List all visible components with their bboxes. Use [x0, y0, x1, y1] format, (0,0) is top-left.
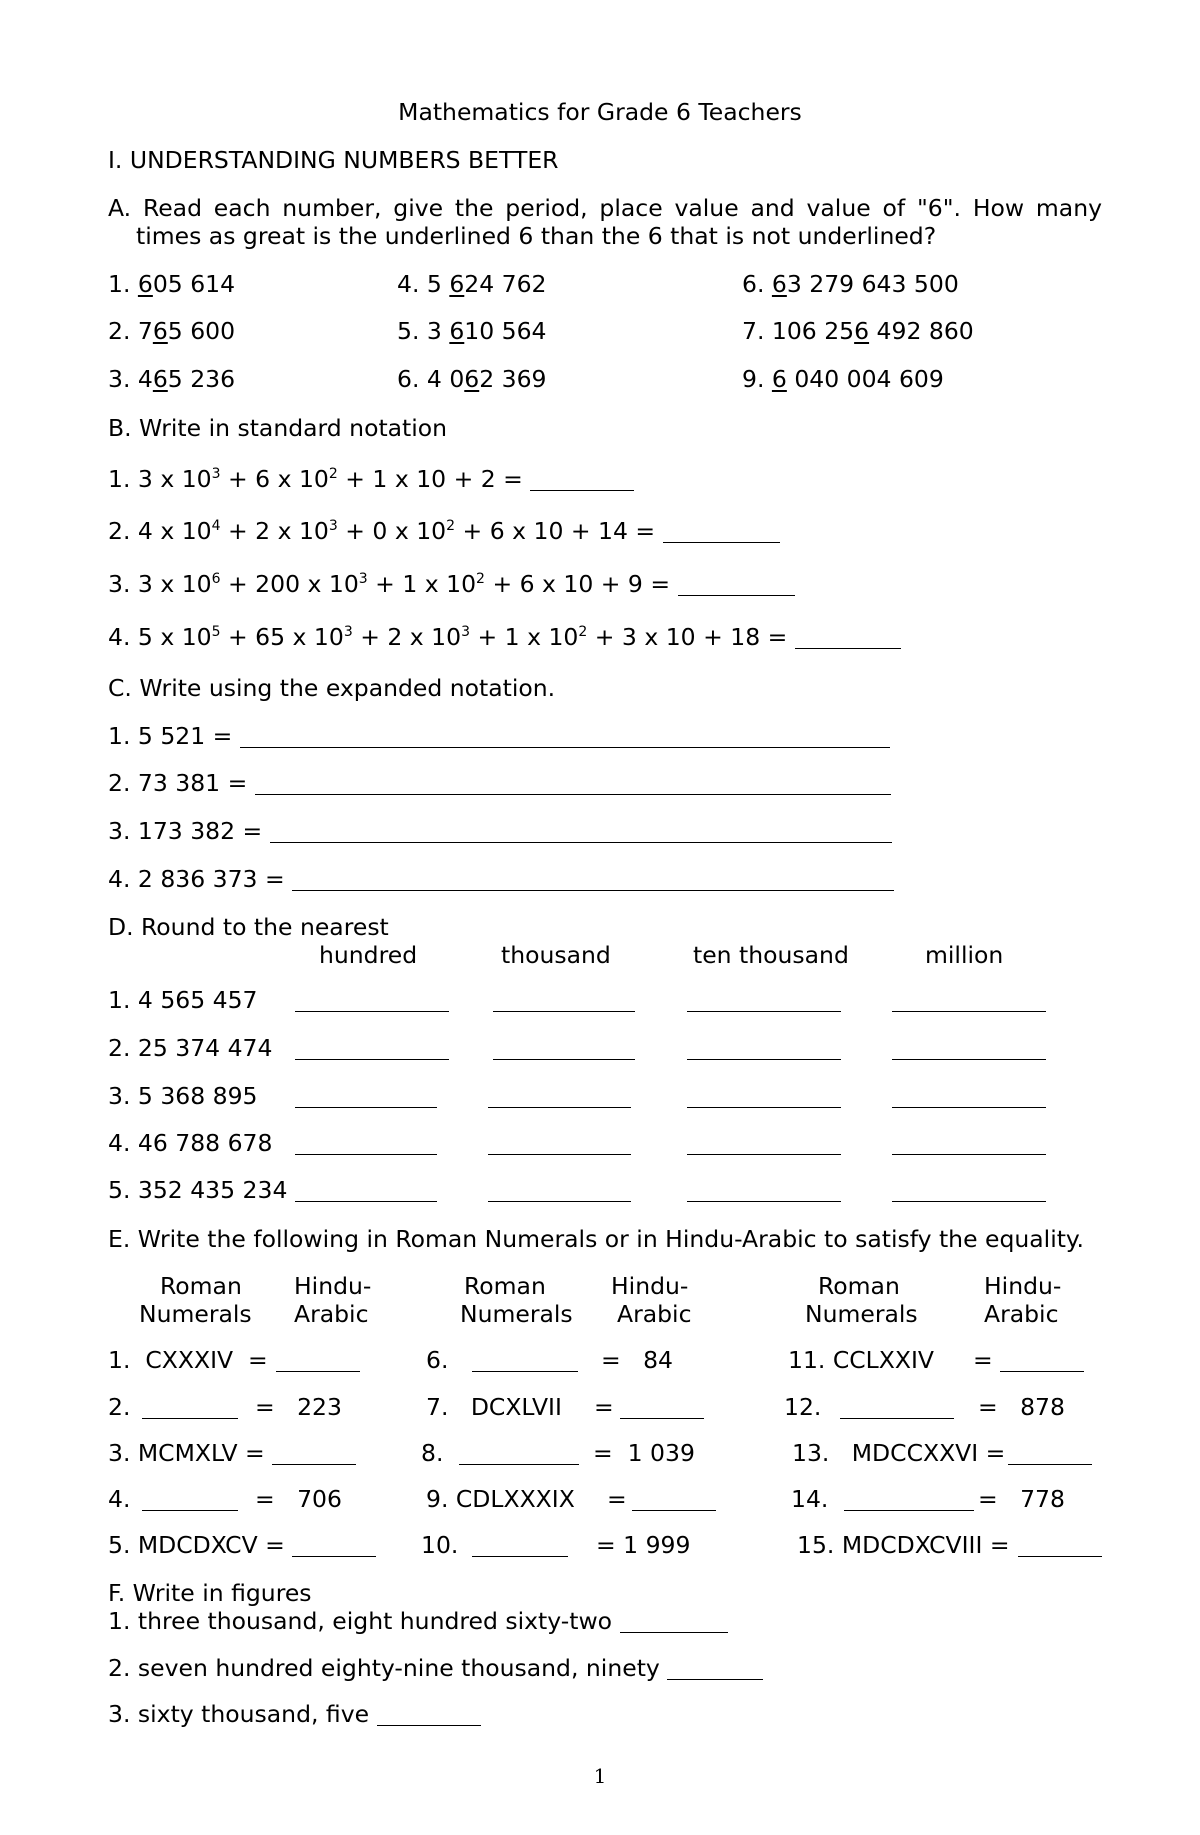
exponent: 3 — [211, 466, 221, 482]
hundred-blank[interactable] — [295, 1154, 437, 1155]
roman-item: 11. CCLXXIV — [788, 1346, 934, 1374]
answer-blank[interactable] — [1018, 1556, 1102, 1557]
roman-item: 14. — [791, 1485, 829, 1513]
hundred-blank[interactable] — [295, 1011, 449, 1012]
part-d-heading: D. Round to the nearest — [108, 913, 389, 941]
roman-item: = 223 — [255, 1393, 342, 1421]
million-blank[interactable] — [892, 1201, 1046, 1202]
expression-part: + 1 x 10 — [367, 570, 477, 598]
underlined-digit: 6 — [771, 365, 787, 393]
number-suffix: 24 762 — [464, 270, 547, 298]
exponent: 2 — [328, 466, 338, 482]
part-a-number — [108, 365, 235, 393]
hindu-header-1: Hindu- — [294, 1272, 372, 1300]
part-a-number — [108, 317, 235, 345]
item-number: 1. — [108, 465, 138, 493]
hindu-header-2: Arabic — [984, 1300, 1059, 1328]
page-number: 1 — [593, 1764, 607, 1788]
word-to-figure-item: 1. three thousand, eight hundred sixty-two — [108, 1607, 728, 1635]
roman-header-2: Numerals — [139, 1300, 252, 1328]
number-prefix: 5. 3 — [397, 317, 450, 345]
part-a-number — [742, 365, 944, 393]
expression-part: + 3 x 10 + 18 = — [587, 623, 788, 651]
answer-blank[interactable] — [142, 1510, 238, 1511]
answer-blank[interactable] — [272, 1464, 356, 1465]
expanded-notation-item: 3. 173 382 = — [108, 817, 892, 845]
roman-item: 13. MDCCXXVI = — [792, 1439, 1006, 1467]
hindu-header-2: Arabic — [294, 1300, 369, 1328]
part-f-heading: F. Write in figures — [108, 1579, 312, 1607]
million-blank[interactable] — [892, 1107, 1046, 1108]
round-item: 3. 5 368 895 — [108, 1082, 258, 1110]
number-prefix: 6. 4 0 — [397, 365, 465, 393]
roman-header-2: Numerals — [805, 1300, 918, 1328]
part-d-col-million: million — [925, 941, 1004, 969]
roman-item: 9. CDLXXXIX — [426, 1485, 575, 1513]
underlined-digit: 6 — [449, 270, 465, 298]
answer-blank[interactable] — [620, 1418, 704, 1419]
part-a-instruction-line1: A. Read each number, give the period, place value and value of "6". How many — [108, 194, 1102, 222]
round-item: 2. 25 374 474 — [108, 1034, 273, 1062]
underlined-digit: 6 — [137, 270, 153, 298]
expression-part: 4 x 10 — [137, 517, 212, 545]
ten-thousand-blank[interactable] — [687, 1059, 841, 1060]
roman-item: = 1 999 — [596, 1531, 691, 1559]
part-c-heading: C. Write using the expanded notation. — [108, 674, 556, 702]
answer-blank[interactable] — [142, 1418, 238, 1419]
part-a-number — [397, 365, 547, 393]
answer-blank[interactable] — [276, 1371, 360, 1372]
round-item: 4. 46 788 678 — [108, 1129, 273, 1157]
roman-item: 1. CXXXIV = — [108, 1346, 268, 1374]
hindu-header-2: Arabic — [617, 1300, 692, 1328]
roman-header-2: Numerals — [460, 1300, 573, 1328]
exponent: 5 — [211, 624, 221, 640]
roman-item: 7. DCXLVII — [426, 1393, 562, 1421]
part-a-number — [108, 270, 235, 298]
number-suffix: 5 236 — [167, 365, 236, 393]
answer-blank[interactable] — [530, 468, 634, 491]
million-blank[interactable] — [892, 1059, 1046, 1060]
exponent: 2 — [476, 571, 485, 587]
number-suffix: 3 279 643 500 — [786, 270, 959, 298]
hindu-header-1: Hindu- — [984, 1272, 1062, 1300]
hindu-header-1: Hindu- — [611, 1272, 689, 1300]
expression-part: + 6 x 10 — [220, 465, 329, 493]
answer-blank[interactable] — [840, 1418, 954, 1419]
underlined-digit: 6 — [152, 317, 168, 345]
expression-part: + 2 x 10 — [220, 517, 329, 545]
expression-part: + 6 x 10 + 14 = — [455, 517, 656, 545]
expanded-notation-item: 2. 73 381 = — [108, 769, 891, 797]
answer-blank[interactable] — [292, 868, 894, 891]
thousand-blank[interactable] — [493, 1011, 635, 1012]
exponent: 3 — [358, 571, 368, 587]
exponent: 3 — [343, 624, 353, 640]
thousand-blank[interactable] — [488, 1201, 631, 1202]
part-e-heading: E. Write the following in Roman Numerals or in Hindu-Arabic to satisfy the equality. — [108, 1225, 1084, 1253]
expanded-notation-item: 1. 5 521 = — [108, 722, 890, 750]
expression-part: + 65 x 10 — [220, 623, 344, 651]
part-a-number — [742, 317, 974, 345]
underlined-digit: 6 — [464, 365, 480, 393]
underlined-digit: 6 — [449, 317, 465, 345]
number-prefix: 1. — [108, 270, 138, 298]
item-number: 4. — [108, 623, 138, 651]
expression-part: + 1 x 10 — [470, 623, 579, 651]
ten-thousand-blank[interactable] — [687, 1154, 841, 1155]
roman-item: = 84 — [601, 1346, 674, 1374]
roman-item: = 1 039 — [593, 1439, 695, 1467]
exponent: 2 — [578, 624, 588, 640]
answer-blank[interactable] — [663, 520, 780, 543]
item-number: 2. — [108, 517, 138, 545]
underlined-digit: 6 — [854, 317, 870, 345]
round-item: 1. 4 565 457 — [108, 986, 258, 1014]
number-suffix: 5 600 — [167, 317, 236, 345]
part-b-heading: B. Write in standard notation — [108, 414, 448, 442]
million-blank[interactable] — [892, 1011, 1046, 1012]
expression-part: + 1 x 10 + 2 = — [337, 465, 523, 493]
number-suffix: 2 369 — [479, 365, 547, 393]
thousand-blank[interactable] — [488, 1154, 631, 1155]
exponent: 6 — [211, 571, 221, 587]
ten-thousand-blank[interactable] — [687, 1011, 841, 1012]
underlined-digit: 6 — [152, 365, 168, 393]
expanded-notation-item: 4. 2 836 373 = — [108, 865, 894, 893]
thousand-blank[interactable] — [488, 1107, 631, 1108]
roman-item: 10. — [421, 1531, 459, 1559]
roman-item: 15. MDCDXCVIII = — [797, 1531, 1010, 1559]
exponent: 3 — [461, 624, 471, 640]
part-a-instruction-line2: times as great is the underlined 6 than the 6 that is not underlined? — [136, 222, 937, 250]
underlined-digit: 6 — [771, 270, 787, 298]
hundred-blank[interactable] — [295, 1107, 437, 1108]
expression-part: 3 x 10 — [137, 465, 212, 493]
number-prefix: 4. 5 — [397, 270, 450, 298]
answer-blank[interactable] — [1000, 1371, 1084, 1372]
hundred-blank[interactable] — [295, 1201, 437, 1202]
roman-item: = — [594, 1393, 614, 1421]
number-prefix: 6. — [742, 270, 772, 298]
answer-blank[interactable] — [270, 820, 892, 843]
roman-item: 6. — [426, 1346, 449, 1374]
part-d-col-ten-thousand: ten thousand — [693, 941, 849, 969]
roman-header-1: Roman — [818, 1272, 900, 1300]
roman-item: = 706 — [255, 1485, 342, 1513]
exponent: 4 — [211, 518, 221, 534]
number-prefix: 2. 7 — [108, 317, 153, 345]
roman-item: 3. MCMXLV = — [108, 1439, 265, 1467]
roman-item: = — [973, 1346, 993, 1374]
answer-blank[interactable] — [795, 626, 901, 649]
answer-blank[interactable] — [1008, 1464, 1092, 1465]
answer-blank[interactable] — [240, 725, 890, 748]
roman-item: 4. — [108, 1485, 131, 1513]
ten-thousand-blank[interactable] — [687, 1201, 841, 1202]
ten-thousand-blank[interactable] — [687, 1107, 841, 1108]
answer-blank[interactable] — [632, 1510, 716, 1511]
expression-part: 5 x 10 — [137, 623, 212, 651]
million-blank[interactable] — [892, 1154, 1046, 1155]
standard-notation-item — [108, 465, 634, 493]
roman-item: = 778 — [978, 1485, 1065, 1513]
item-number: 3. — [108, 570, 138, 598]
expression-part: + 0 x 10 — [337, 517, 447, 545]
exponent: 3 — [328, 518, 338, 534]
number-prefix: 9. — [742, 365, 772, 393]
number-suffix: 492 860 — [869, 317, 974, 345]
number-suffix: 10 564 — [464, 317, 547, 345]
expression-part: + 6 x 10 + 9 = — [484, 570, 671, 598]
roman-item: = 878 — [978, 1393, 1065, 1421]
number-suffix: 040 004 609 — [786, 365, 944, 393]
part-a-number — [397, 317, 547, 345]
word-to-figure-item: 2. seven hundred eighty-nine thousand, ninety — [108, 1654, 763, 1682]
part-a-number — [397, 270, 547, 298]
hundred-blank[interactable] — [295, 1059, 449, 1060]
round-item: 5. 352 435 234 — [108, 1176, 288, 1204]
answer-blank[interactable] — [844, 1510, 974, 1511]
expression-part: 3 x 10 — [137, 570, 212, 598]
answer-blank[interactable] — [377, 1703, 481, 1726]
thousand-blank[interactable] — [493, 1059, 635, 1060]
part-d-col-thousand: thousand — [501, 941, 611, 969]
standard-notation-item — [108, 623, 901, 651]
exponent: 2 — [446, 518, 456, 534]
answer-blank[interactable] — [472, 1371, 578, 1372]
expression-part: + 200 x 10 — [220, 570, 359, 598]
expression-part: + 2 x 10 — [352, 623, 462, 651]
number-suffix: 05 614 — [152, 270, 236, 298]
answer-blank[interactable] — [678, 573, 795, 596]
section-heading: I. UNDERSTANDING NUMBERS BETTER — [108, 146, 559, 174]
word-to-figure-item: 3. sixty thousand, five — [108, 1700, 481, 1728]
roman-header-1: Roman — [160, 1272, 242, 1300]
roman-item: = — [607, 1485, 627, 1513]
answer-blank[interactable] — [255, 772, 891, 795]
standard-notation-item — [108, 570, 795, 598]
answer-blank[interactable] — [620, 1610, 728, 1633]
answer-blank[interactable] — [459, 1464, 579, 1465]
part-a-number — [742, 270, 959, 298]
number-prefix: 7. 106 25 — [742, 317, 855, 345]
roman-item: 2. — [108, 1393, 131, 1421]
answer-blank[interactable] — [667, 1657, 763, 1680]
roman-item: 5. MDCDXCV = — [108, 1531, 285, 1559]
part-d-col-hundred: hundred — [319, 941, 418, 969]
answer-blank[interactable] — [292, 1556, 376, 1557]
roman-item: 8. — [421, 1439, 444, 1467]
page-title: Mathematics for Grade 6 Teachers — [398, 98, 802, 126]
roman-item: 12. — [784, 1393, 822, 1421]
roman-header-1: Roman — [464, 1272, 546, 1300]
number-prefix: 3. 4 — [108, 365, 153, 393]
standard-notation-item — [108, 517, 780, 545]
answer-blank[interactable] — [472, 1556, 568, 1557]
